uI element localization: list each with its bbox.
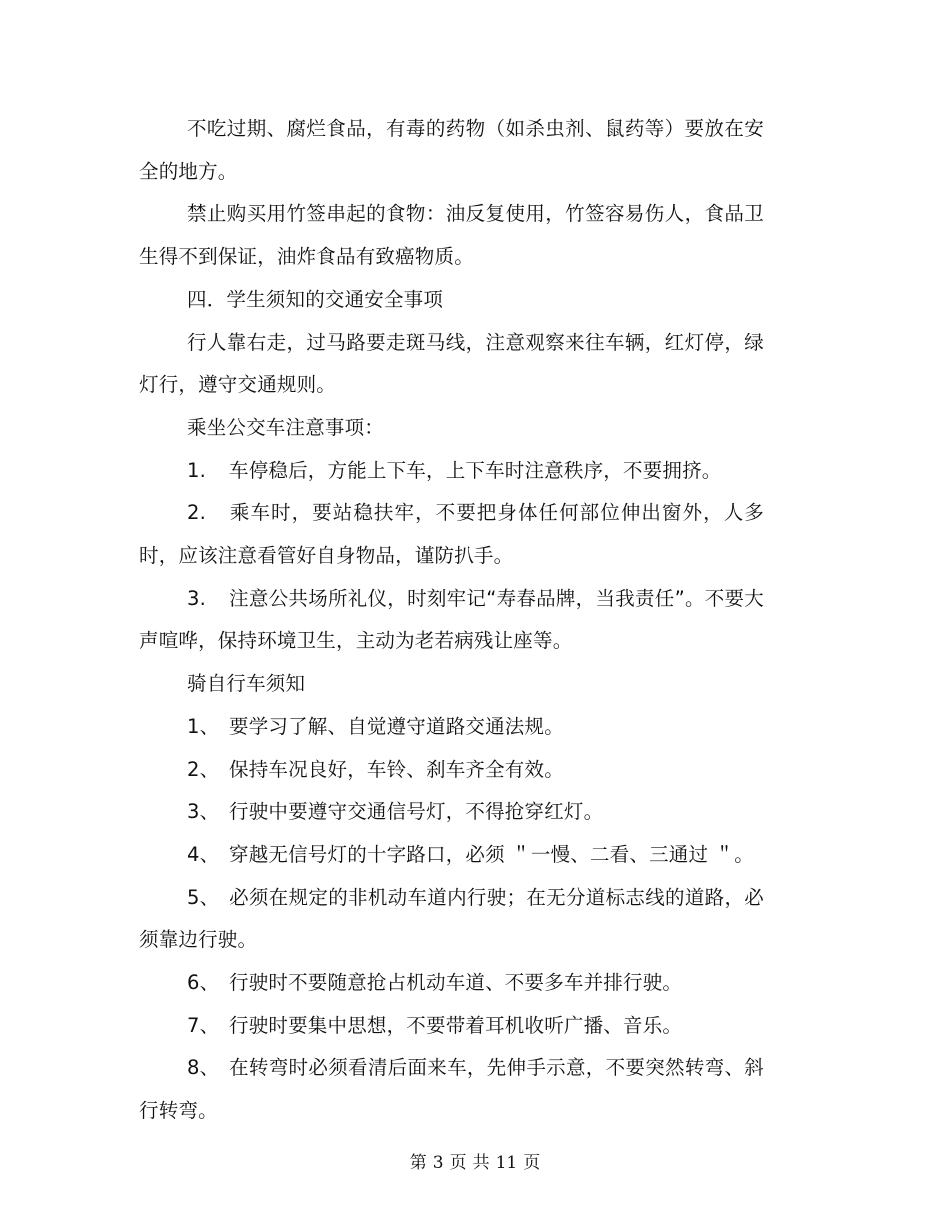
paragraph-text: 行驶时不要随意抢占机动车道、不要多车并排行驶。 [229, 971, 683, 995]
paragraph-text: 在转弯时必须看清后面来车，先伸手示意，不要突然转弯、斜行转弯。 [139, 1056, 764, 1123]
paragraph-text: 车停稳后，方能上下车，上下车时注意秩序，不要拥挤。 [229, 458, 722, 482]
item-number: 1、 [187, 714, 220, 738]
list-item [139, 877, 764, 962]
list-item [139, 1047, 764, 1132]
item-number: 6、 [187, 971, 220, 995]
list-item [139, 962, 764, 1005]
paragraph-text: 保持车况良好，车铃、刹车齐全有效。 [229, 757, 564, 781]
paragraph-text: 乘车时，要站稳扶牢，不要把身体任何部位伸出窗外，人多时，应该注意看管好自身物品，谨防扒手。 [139, 501, 764, 568]
paragraph-text: 不吃过期、腐烂食品，有毒的药物（如杀虫剂、鼠药等）要放在安全的地方。 [139, 117, 764, 183]
item-number: 3. [187, 586, 207, 610]
paragraph [139, 193, 764, 278]
current-page-number: 3 [432, 1153, 444, 1173]
item-number: 5、 [187, 885, 220, 909]
footer-ye: 页 [449, 1153, 467, 1173]
item-number: 3、 [187, 800, 220, 824]
paragraph-text: 要学习了解、自觉遵守道路交通法规。 [229, 714, 564, 738]
list-item [139, 791, 764, 834]
item-number: 4、 [187, 842, 220, 866]
item-number: 2、 [187, 757, 220, 781]
paragraph [139, 322, 764, 407]
page-footer [0, 1148, 950, 1178]
item-number: 7、 [187, 1013, 220, 1037]
paragraph-text: 行驶时要集中思想，不要带着耳机收听广播、音乐。 [229, 1013, 683, 1037]
subheading [139, 407, 764, 450]
subheading [139, 663, 764, 706]
item-number: 1. [187, 458, 207, 482]
document-body [139, 108, 764, 1133]
paragraph-text: 行驶中要遵守交通信号灯，不得抢穿红灯。 [229, 800, 604, 824]
list-item [139, 1005, 764, 1048]
paragraph-text: 必须在规定的非机动车道内行驶；在无分道标志线的道路，必须靠边行驶。 [139, 885, 764, 952]
list-item [139, 578, 764, 663]
list-item [139, 450, 764, 493]
paragraph-text: 骑自行车须知 [187, 672, 306, 696]
total-page-number: 11 [495, 1153, 518, 1173]
paragraph-text: 禁止购买用竹签串起的食物：油反复使用，竹签容易伤人，食品卫生得不到保证，油炸食品有致癌物质。 [139, 202, 764, 269]
item-number: 8、 [187, 1056, 220, 1080]
paragraph-text: 注意公共场所礼仪，时刻牢记“寿春品牌，当我责任”。不要大声喧哗，保持环境卫生，主动为老若病残让座等。 [139, 586, 764, 653]
list-item [139, 749, 764, 792]
footer-gong: 共 [472, 1153, 490, 1173]
item-number: 2. [187, 501, 207, 525]
paragraph-text: 四．学生须知的交通安全事项 [187, 287, 444, 311]
paragraph [139, 108, 764, 193]
footer-ye: 页 [523, 1153, 541, 1173]
list-item [139, 492, 764, 577]
paragraph-text: 乘坐公交车注意事项： [187, 415, 385, 439]
list-item [139, 834, 764, 877]
paragraph-text: 行人靠右走，过马路要走斑马线，注意观察来往车辆，红灯停，绿灯行，遵守交通规则。 [139, 330, 764, 397]
section-heading [139, 279, 764, 322]
list-item [139, 706, 764, 749]
paragraph-text: 穿越无信号灯的十字路口，必须 ＂一慢、二看、三通过 ＂。 [229, 842, 754, 866]
footer-di: 第 [409, 1153, 427, 1173]
